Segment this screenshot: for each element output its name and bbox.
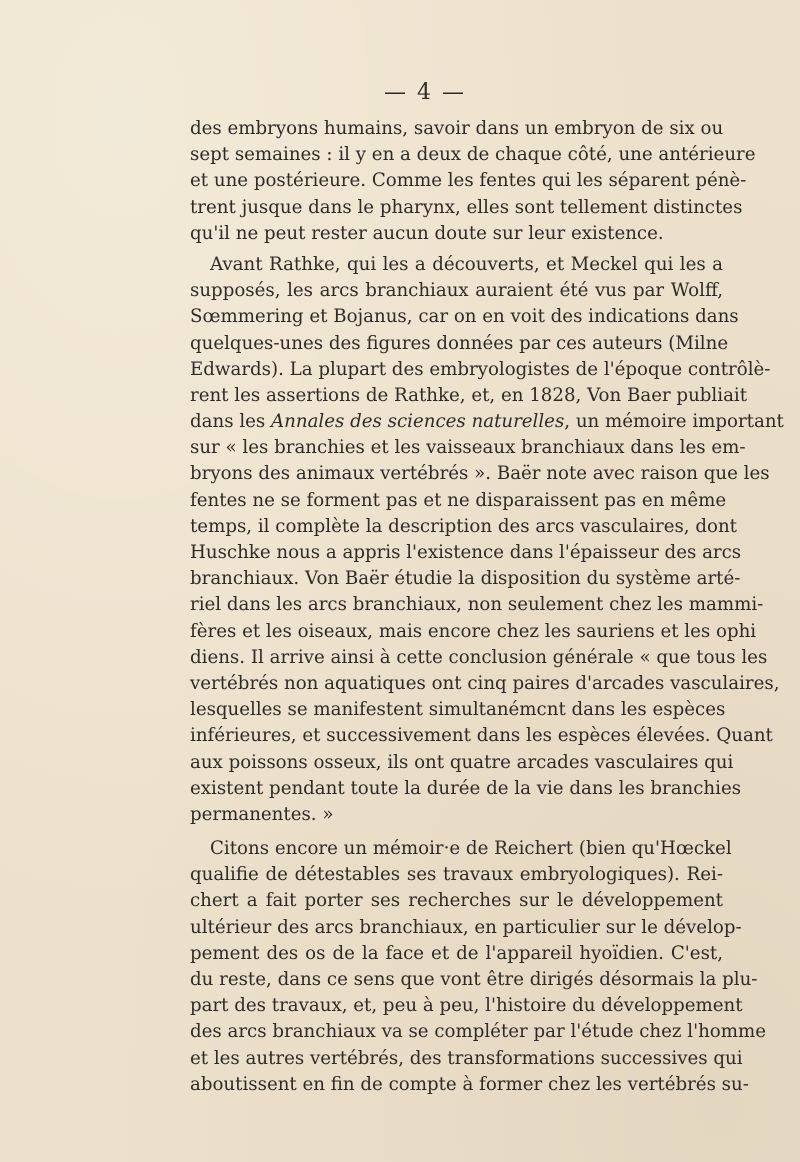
text-line: Edwards). La plupart des embryologistes de l'époque contrôlè- [190,358,771,380]
text-segment: dans les [190,411,272,433]
text-line: lesquelles se manifestent simultanémcnt dans les espèces [190,699,726,721]
text-line: branchiaux. Von Baër étudie la disposition du système arté- [190,568,741,590]
page-number: — 4 — [384,80,466,105]
text-line: qu'il ne peut rester aucun doute sur leur existence. [190,222,664,244]
text-line: ultérieur des arcs branchiaux, en particulier sur le dévelop- [190,916,742,938]
text-segment: , un mémoire important [564,411,784,433]
body-text [190,116,784,1098]
text-line: trent jusque dans le pharynx, elles sont tellement distinctes [190,196,743,218]
text-line: et une postérieure. Comme les fentes qui les séparent pénè- [190,170,747,192]
paragraph-1 [190,116,756,247]
paragraph-2 [190,252,784,828]
text-line-with-title [190,409,784,435]
text-line: des embryons humains, savoir dans un embryon de six ou [190,118,724,139]
text-line: supposés, les arcs branchiaux auraient été vus par Wolff, [190,280,723,302]
text-line: vertébrés non aquatiques ont cinq paires d'arcades vasculaires, [190,672,780,694]
text-line: Huschke nous a appris l'existence dans l'épaisseur des arcs [190,542,742,563]
paragraph-3 [190,836,767,1098]
text-line: du reste, dans ce sens que vont être dirigés désormais la plu- [190,969,758,990]
text-line: sur « les branchies et les vaisseaux branchiaux dans les em- [190,437,746,459]
text-line: quelques-unes des figures données par ces auteurs (Milne [190,332,729,354]
text-line: Sœmmering et Bojanus, car on en voit des indications dans [190,306,739,328]
text-line: bryons des animaux vertébrés ». Baër note avec raison que les [190,463,770,485]
text-line: inférieures, et successivement dans les espèces élevées. Quant [190,725,773,747]
text-line: des arcs branchiaux va se compléter par l'étude chez l'homme [190,1021,767,1043]
text-line: diens. Il arrive ainsi à cette conclusion générale « que tous les [190,646,768,668]
text-line: rent les assertions de Rathke, et, en 1828, Von Baer publiait [190,384,748,406]
text-line: riel dans les arcs branchiaux, non seulement chez les mammi- [190,594,764,616]
text-line: existent pendant toute la durée de la vie dans les branchies [190,777,742,799]
text-line: sept semaines : il y en a deux de chaque côté, une antérieure [190,144,756,166]
text-line: aux poissons osseux, ils ont quatre arcades vasculaires qui [190,751,734,773]
text-line: permanentes. » [190,803,334,825]
text-line: chert a fait porter ses recherches sur le développement [190,890,723,912]
journal-title: Annales des sciences naturelles [271,411,565,433]
text-line: temps, il complète la description des arcs vasculaires, dont [190,515,737,537]
text-line: fentes ne se forment pas et ne disparaissent pas en même [190,489,727,511]
text-line: Citons encore un mémoir·e de Reichert (bien qu'Hœckel [210,838,732,860]
text-line: Avant Rathke, qui les a découverts, et Meckel qui les a [210,253,723,275]
paragraph-gap [190,828,723,836]
text-line: fères et les oiseaux, mais encore chez les sauriens et les ophi [190,620,757,642]
text-line: pement des os de la face et de l'appareil hyoïdien. C'est, [190,942,723,964]
text-line: et les autres vertébrés, des transformations successives qui [190,1047,743,1069]
text-line: aboutissent en fin de compte à former chez les vertébrés su- [190,1073,749,1095]
text-line: part des travaux, et, peu à peu, l'histoire du développement [190,995,743,1017]
text-line: qualifie de détestables ses travaux embryologiques). Rei- [190,864,723,886]
